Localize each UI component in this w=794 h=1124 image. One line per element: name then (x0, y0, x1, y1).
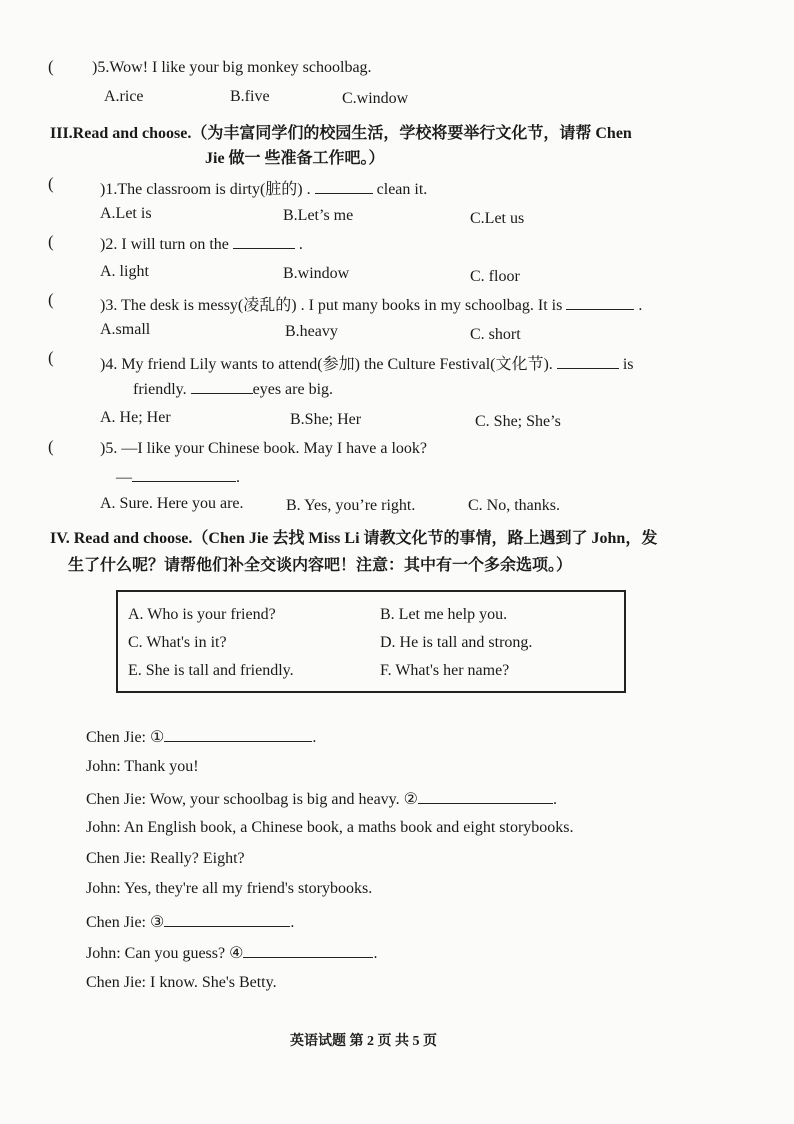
answer-blank[interactable] (243, 943, 373, 958)
option-a[interactable]: A. light (100, 263, 149, 280)
section3-heading-cont: Jie 做一 些准备工作吧。） (205, 150, 385, 167)
dialogue-line (86, 727, 316, 747)
dialogue-line: Chen Jie: Really? Eight? (86, 850, 245, 867)
answer-blank[interactable] (191, 379, 253, 394)
option-c[interactable]: C. She; She’s (475, 413, 561, 430)
stem-text: )1.The classroom is dirty(脏的) . (100, 181, 311, 198)
dialogue-tail: . (312, 729, 317, 746)
answer-paren[interactable]: ( (48, 57, 54, 76)
dialogue-line (86, 943, 377, 963)
answer-paren[interactable]: ( (48, 437, 54, 456)
dialogue-text: Chen Jie: Wow, your schoolbag is big and heavy. ② (86, 791, 418, 808)
dialogue-tail: . (552, 791, 557, 808)
dialogue-line (86, 912, 294, 932)
question-stem: )5. —I like your Chinese book. May I have a look? (100, 440, 428, 457)
stem-text: . (236, 469, 240, 486)
box-option-d: D. He is tall and strong. (380, 634, 533, 651)
section4-heading: IV. Read and choose.（Chen Jie 去找 Miss Li 请教文化节的事情，路上遇到了 John，发 (50, 530, 658, 547)
dialogue-text: John: Can you guess? ④ (86, 945, 244, 962)
dialogue-line: John: Thank you! (86, 758, 199, 775)
answer-blank[interactable] (566, 295, 634, 310)
question-stem (100, 292, 642, 315)
stem-text: )3. The desk is messy(凌乱的) . I put many books in my schoolbag. It is (100, 297, 563, 314)
stem-text: . (298, 236, 303, 253)
option-c[interactable]: C. short (470, 326, 521, 343)
option-b[interactable]: B.window (283, 265, 350, 282)
option-a[interactable]: A.rice (104, 88, 144, 105)
option-a[interactable]: A.small (100, 321, 151, 338)
option-b[interactable]: B.heavy (285, 323, 338, 340)
answer-paren[interactable]: ( (48, 232, 54, 251)
stem-text: )2. I will turn on the (100, 236, 229, 253)
stem-text: . (638, 297, 643, 314)
option-a[interactable]: A. Sure. Here you are. (100, 495, 244, 512)
stem-text: )4. My friend Lily wants to attend(参加) the Culture Festival(文化节). (100, 356, 553, 373)
question-stem-cont (133, 379, 333, 399)
option-c[interactable]: C. No, thanks. (468, 497, 560, 514)
stem-text: friendly. (133, 381, 187, 398)
box-option-c: C. What's in it? (128, 634, 227, 651)
answer-paren[interactable]: ( (48, 290, 54, 309)
section4-heading-cont: 生了什么呢？请帮他们补全交谈内容吧！注意：其中有一个多余选项。） (68, 557, 573, 574)
answer-blank[interactable] (557, 354, 619, 369)
option-b[interactable]: B.Let’s me (283, 207, 354, 224)
question-stem (100, 176, 427, 199)
option-a[interactable]: A. He; Her (100, 409, 171, 426)
box-option-f: F. What's her name? (380, 662, 510, 679)
box-option-e: E. She is tall and friendly. (128, 662, 294, 679)
stem-text: eyes are big. (252, 381, 334, 398)
answer-paren[interactable]: ( (48, 348, 54, 367)
section3-heading: III.Read and choose.（为丰富同学们的校园生活，学校将要举行文化节，请帮 Chen (50, 125, 632, 142)
answer-blank[interactable] (233, 234, 295, 249)
answer-blank[interactable] (164, 727, 312, 742)
question-stem (100, 234, 303, 254)
page-footer: 英语试题 第 2 页 共 5 页 (290, 1034, 437, 1049)
stem-text: is (622, 356, 634, 373)
option-b[interactable]: B.She; Her (290, 411, 362, 428)
dialogue-text: Chen Jie: ③ (86, 914, 165, 931)
option-b[interactable]: B.five (230, 88, 270, 105)
option-c[interactable]: C.window (342, 90, 409, 107)
dialogue-tail: . (373, 945, 378, 962)
option-c[interactable]: C.Let us (470, 210, 525, 227)
stem-text: — (116, 469, 132, 486)
answer-blank[interactable] (132, 467, 236, 482)
option-c[interactable]: C. floor (470, 268, 520, 285)
dialogue-line: John: An English book, a Chinese book, a maths book and eight storybooks. (86, 819, 574, 836)
option-box (116, 590, 626, 693)
dialogue-line: Chen Jie: I know. She's Betty. (86, 974, 277, 991)
stem-text: clean it. (376, 181, 428, 198)
dialogue-tail: . (290, 914, 295, 931)
response-line (116, 467, 240, 487)
option-b[interactable]: B. Yes, you’re right. (286, 497, 416, 514)
question-stem (100, 351, 633, 374)
box-option-b: B. Let me help you. (380, 606, 508, 623)
answer-blank[interactable] (164, 912, 290, 927)
dialogue-text: Chen Jie: ① (86, 729, 165, 746)
answer-paren[interactable]: ( (48, 174, 54, 193)
answer-blank[interactable] (418, 789, 553, 804)
option-a[interactable]: A.Let is (100, 205, 152, 222)
dialogue-line (86, 789, 557, 809)
dialogue-line: John: Yes, they're all my friend's storybooks. (86, 880, 373, 897)
question-stem: )5.Wow! I like your big monkey schoolbag. (92, 59, 372, 76)
box-option-a: A. Who is your friend? (128, 606, 276, 623)
answer-blank[interactable] (315, 179, 373, 194)
